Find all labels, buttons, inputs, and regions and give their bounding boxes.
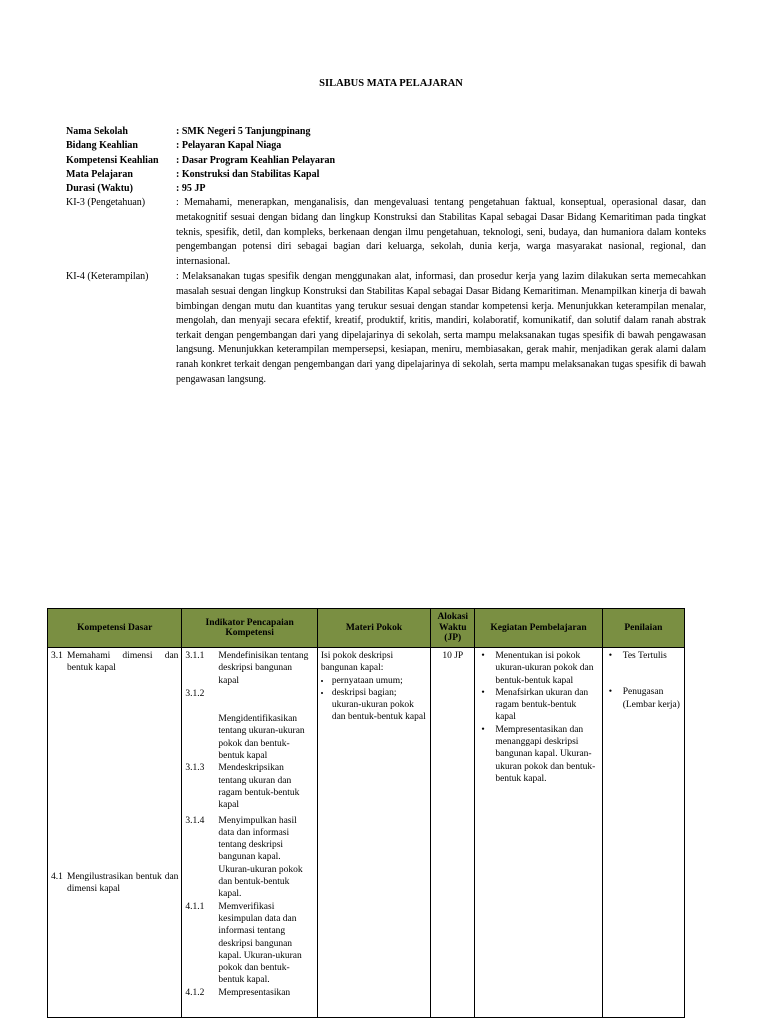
kegiatan-text: Mempresentasikan dan menanggapi deskripsi bangunan kapal. Ukuran-ukuran pokok dan bentuk-bentuk kapal.: [495, 724, 596, 784]
indicator-text: Memverifikasi kesimpulan data dan informasi tentang deskripsi bangunan kapal. Ukuran-ukuran pokok dan bentuk-bentuk kapal.: [218, 901, 302, 986]
penilaian-text: Tes Tertulis: [622, 651, 667, 661]
indicator-text: Mendeskripsikan tentang ukuran dan ragam bentuk-bentuk kapal: [218, 763, 300, 811]
penilaian-item: [606, 650, 681, 662]
ki-row-skill: [66, 270, 706, 387]
cell-penilaian: [602, 648, 684, 1018]
meta-row-competency: [66, 154, 706, 168]
kegiatan-item: [478, 724, 598, 785]
table-header-row: [48, 609, 685, 648]
syllabus-meta: [66, 125, 706, 387]
ki-text: : Memahami, menerapkan, menganalisis, dan mengevaluasi tentang pengetahuan faktual, konseptual, operasional dasar, dan metakognitif sesuai dengan bidang dan lingkup Konstruksi dan Stabilitas Kapal sebagai Dasar Bidang Kemaritiman pada tingkat teknis, spesifik, detil, dan kompleks, berkenaan dengan ilmu pengetahuan, teknologi, seni, budaya, dan humaniora dalam konteks pengembangan potensi diri sebagai bagian dari keluarga, sekolah, dunia kerja, warga masyarakat nasional, regional, dan internasional.: [176, 197, 706, 267]
kegiatan-item: [478, 687, 598, 724]
indicator-number: 4.1.1: [185, 901, 205, 912]
bullet-icon: •: [481, 724, 485, 735]
meta-value: : SMK Negeri 5 Tanjungpinang: [176, 126, 311, 137]
kd-text: Mengilustrasikan bentuk dan dimensi kapal: [67, 871, 179, 894]
kd-number: 3.1: [51, 651, 63, 661]
kd-text: Memahami dimensi dan bentuk kapal: [67, 651, 179, 674]
indicator-text: Menyimpulkan hasil data dan informasi tentang deskripsi bangunan kapal. Ukuran-ukuran pokok dan bentuk-bentuk kapal.: [218, 815, 303, 900]
materi-item: • deskripsi bagian; ukuran-ukuran pokok dan bentuk-bentuk kapal: [332, 687, 427, 724]
document-title: SILABUS MATA PELAJARAN: [319, 78, 463, 89]
meta-value: : 95 JP: [176, 183, 206, 195]
indicator-item: [185, 987, 313, 999]
meta-label: Kompetensi Keahlian: [66, 154, 159, 166]
syllabus-table: [47, 608, 685, 1018]
meta-value: : Konstruksi dan Stabilitas Kapal: [176, 168, 320, 180]
penilaian-list: [606, 650, 681, 711]
indicator-text: [218, 688, 313, 700]
ki-label: KI-3 (Pengetahuan): [66, 197, 146, 209]
indicator-item: [185, 650, 313, 687]
indicator-item: [185, 762, 313, 811]
materi-list: [321, 675, 427, 724]
meta-label: Mata Pelajaran: [66, 168, 133, 180]
meta-row-school: [66, 125, 706, 139]
indicator-number: 4.1.2: [185, 987, 205, 998]
alokasi-value: 10 JP: [442, 651, 464, 661]
penilaian-text: Penugasan (Lembar kerja): [622, 687, 680, 710]
bullet-icon: •: [481, 687, 485, 698]
indicator-number: 3.1.2: [185, 688, 205, 699]
ki-row-knowledge: [66, 196, 706, 269]
header-alokasi-waktu: Alokasi Waktu (JP): [431, 609, 475, 648]
bullet-icon: •: [608, 687, 613, 698]
materi-item: • pernyataan umum;: [332, 675, 427, 687]
table-row: [48, 648, 685, 1018]
indicator-number: 3.1.3: [185, 763, 205, 774]
bullet-icon: •: [481, 651, 485, 661]
kegiatan-text: Menafsirkan ukuran dan ragam bentuk-bentuk kapal: [495, 687, 589, 723]
meta-value: : Dasar Program Keahlian Pelayaran: [176, 154, 336, 166]
indicator-item: [185, 815, 313, 901]
kegiatan-list: [478, 650, 598, 785]
header-kompetensi-dasar: Kompetensi Dasar: [48, 609, 182, 648]
kd-item: [51, 650, 178, 675]
header-kegiatan: Kegiatan Pembelajaran: [475, 609, 602, 648]
kd-number: 4.1: [51, 871, 63, 882]
header-materi-pokok: Materi Pokok: [317, 609, 430, 648]
indicator-item: [185, 688, 313, 700]
meta-row-field: [66, 139, 706, 153]
indicator-text: Mendefinisikan tentang deskripsi bangunan kapal: [218, 651, 309, 686]
ki-label: KI-4 (Keterampilan): [66, 271, 149, 283]
cell-kegiatan: [475, 648, 602, 1018]
cell-kompetensi-dasar: [48, 648, 182, 1018]
meta-value: : Pelayaran Kapal Niaga: [176, 140, 282, 152]
indicator-item: [185, 713, 313, 762]
kegiatan-text: Menentukan isi pokok ukuran-ukuran pokok dan bentuk-bentuk kapal: [495, 651, 594, 686]
cell-alokasi-waktu: [431, 648, 475, 1018]
penilaian-item: [606, 686, 681, 711]
indicator-item: [185, 901, 313, 987]
indicator-number: [185, 713, 218, 762]
kd-item: [51, 871, 178, 896]
meta-label: Durasi (Waktu): [66, 183, 133, 195]
indicator-text: Mempresentasikan: [218, 987, 291, 998]
indicator-number: 3.1.4: [185, 815, 205, 826]
meta-row-subject: [66, 168, 706, 182]
kegiatan-item: [478, 650, 598, 687]
meta-row-duration: [66, 182, 706, 196]
meta-label: Nama Sekolah: [66, 126, 128, 137]
bullet-icon: •: [608, 651, 613, 661]
ki-text: : Melaksanakan tugas spesifik dengan menggunakan alat, informasi, dan prosedur kerja yang lazim dilakukan serta memecahkan masalah sesuai dengan lingkup Konstruksi dan Stabilitas Kapal sebagai Dasar Bidang Kemaritiman. Menampilkan kinerja di bawah bimbingan dengan mutu dan kuantitas yang terukur sesuai dengan standar kompetensi kerja. Menunjukkan keterampilan menalar, mengolah, dan menyaji secara efektif, kreatif, produktif, kritis, mandiri, kolaboratif, komunikatif, dan solutif dalam ranah abstrak terkait dengan pengembangan dari yang dipelajarinya di sekolah, serta mampu melaksanakan tugas spesifik di bawah pengawasan langsung. Menunjukkan keterampilan mempersepsi, kesiapan, meniru, membiasakan, gerak mahir, menjadikan gerak alami dalam ranah konkret terkait dengan pengembangan dari yang dipelajarinya di sekolah, serta mampu melaksanakan tugas spesifik di bawah pengawasan langsung.: [176, 271, 706, 385]
materi-intro: Isi pokok deskripsi bangunan kapal:: [320, 651, 394, 674]
meta-label: Bidang Keahlian: [66, 140, 138, 152]
indicator-text: Mengidentifikasikan tentang ukuran-ukuran pokok dan bentuk-bentuk kapal: [218, 714, 305, 762]
cell-materi-pokok: [317, 648, 430, 1018]
indicator-number: 3.1.1: [185, 651, 205, 661]
cell-indikator: [182, 648, 317, 1018]
header-indikator: Indikator Pencapaian Kompetensi: [182, 609, 317, 648]
header-penilaian: Penilaian: [602, 609, 684, 648]
